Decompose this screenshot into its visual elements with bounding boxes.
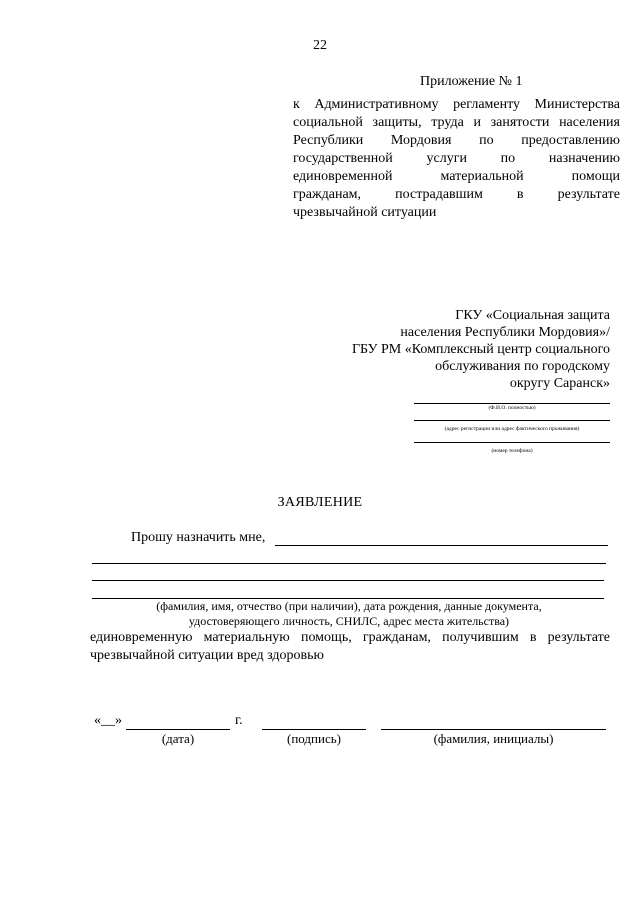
appendix-line: Республики Мордовия по предоставлению xyxy=(293,133,620,148)
appendix-line: социальной защиты, труда и занятости населения xyxy=(293,115,620,130)
request-text: Прошу назначить мне, xyxy=(131,530,266,545)
appendix-line: гражданам, пострадавшим в результате xyxy=(293,187,620,202)
request-hint: удостоверяющего личность, СНИЛС, адрес места жительства) xyxy=(188,614,510,628)
appendix-line: к Административному регламенту Министерства xyxy=(293,97,620,112)
request-field-line[interactable] xyxy=(275,545,608,546)
appendix-line: государственной услуги по назначению xyxy=(293,151,620,166)
applicant-phone-field[interactable] xyxy=(414,442,610,443)
addressee-line: населения Республики Мордовия»/ xyxy=(400,325,610,340)
addressee-line: округу Саранск» xyxy=(509,376,610,391)
applicant-address-caption: (адрес регистрации или адрес фактического проживания) xyxy=(444,426,580,432)
body-text: чрезвычайной ситуации вред здоровью xyxy=(90,648,324,663)
name-caption: (фамилия, инициалы) xyxy=(433,731,554,746)
signature-caption: (подпись) xyxy=(287,731,341,746)
applicant-name-caption: (Ф.И.О. полностью) xyxy=(488,405,536,411)
addressee-line: ГБУ РМ «Комплексный центр социального xyxy=(351,342,610,357)
date-field-line[interactable] xyxy=(126,729,230,730)
applicant-phone-caption: (номер телефона) xyxy=(491,448,533,454)
request-hint: (фамилия, имя, отчество (при наличии), дата рождения, данные документа, xyxy=(156,599,542,613)
year-suffix: г. xyxy=(235,713,243,728)
addressee-line: обслуживания по городскому xyxy=(435,359,610,374)
request-field-line[interactable] xyxy=(92,563,606,564)
date-caption: (дата) xyxy=(161,731,195,746)
document-title: ЗАЯВЛЕНИЕ xyxy=(277,495,363,510)
body-text: единовременную материальную помощь, гражданам, получившим в результате xyxy=(90,630,610,645)
name-field-line[interactable] xyxy=(381,729,606,730)
appendix-line: чрезвычайной ситуации xyxy=(293,205,437,220)
applicant-name-field[interactable] xyxy=(414,403,610,404)
page-number: 22 xyxy=(313,38,327,53)
request-field-line[interactable] xyxy=(92,580,604,581)
appendix-line: единовременной материальной помощи xyxy=(293,169,620,184)
addressee-line: ГКУ «Социальная защита xyxy=(455,308,610,323)
signature-field-line[interactable] xyxy=(262,729,366,730)
appendix-title: Приложение № 1 xyxy=(420,74,523,89)
date-prefix: «__» xyxy=(94,713,122,728)
applicant-address-field[interactable] xyxy=(414,420,610,421)
